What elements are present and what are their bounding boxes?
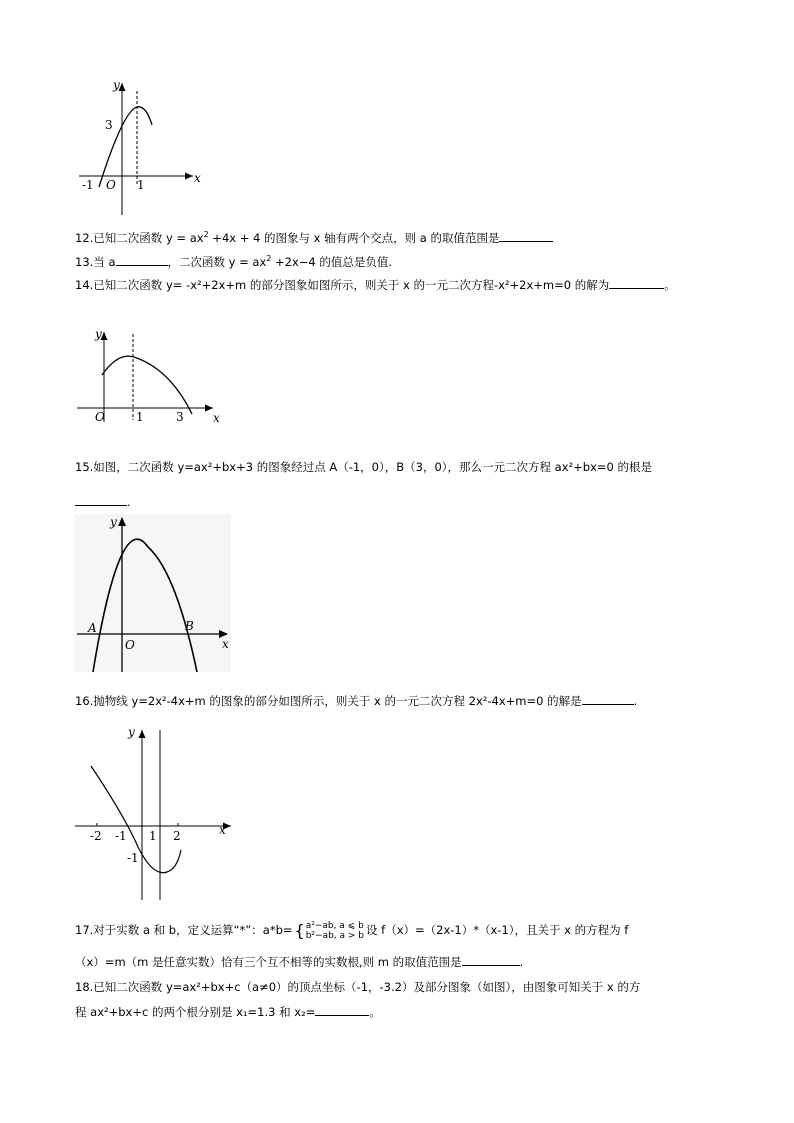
q17-piecewise	[295, 921, 365, 941]
q14-answer-blank[interactable]	[609, 277, 664, 289]
point-b-label: B	[185, 619, 194, 633]
q16-answer-blank[interactable]	[582, 693, 634, 705]
q15-answer-blank[interactable]	[75, 494, 127, 506]
q17-case-1: a²−ab, a ⩽ b	[305, 920, 364, 931]
question-12	[75, 228, 553, 245]
q18-end: 。	[369, 1005, 381, 1019]
question-14	[75, 277, 676, 292]
tick-neg1: -1	[115, 829, 127, 843]
q18-text: 18.已知二次函数 y=ax²+bx+c（a≠0）的顶点坐标（-1，-3.2）及部分图象（如图），由图象可知关于 x 的方	[75, 980, 641, 994]
graph-background	[75, 514, 231, 672]
q12-exponent: 2	[203, 230, 209, 239]
q17-text-post: 设 f（x）=（2x-1）*（x-1），且关于 x 的方程为 f	[366, 923, 629, 937]
q13-text-post: +2x−4 的值总是负值.	[271, 254, 393, 269]
tick-3: 3	[105, 118, 113, 132]
origin-label: O	[125, 638, 135, 652]
q17-case-2: b²−ab, a > b	[305, 930, 364, 941]
q17-text: 17.对于实数 a 和 b，定义运算“*”：a*b=	[75, 923, 293, 937]
tick-2: 2	[173, 829, 181, 843]
graph-q16	[75, 722, 235, 902]
x-axis-arrow	[205, 405, 213, 412]
q18-text-line2: 程 ax²+bx+c 的两个根分别是 x₁=1.3 和 x₂=	[75, 1005, 316, 1019]
q12-text-post: +4x + 4 的图象与 x 轴有两个交点，则 a 的取值范围是	[208, 230, 500, 245]
q18-answer-blank[interactable]	[315, 1004, 369, 1016]
q16-text: 16.抛物线 y=2x²-4x+m 的图象的部分如图所示，则关于 x 的一元二次方程 2x²-4x+m=0 的解是	[75, 694, 582, 708]
q16-end: .	[633, 694, 638, 708]
point-a-label: A	[88, 621, 97, 635]
x-axis-label: x	[213, 411, 220, 425]
graph-q14-svg	[75, 322, 225, 432]
question-15	[75, 460, 652, 474]
graph-q11	[75, 75, 215, 220]
y-axis-label: y	[113, 78, 120, 92]
graph-q16-svg	[75, 722, 235, 902]
origin-label: O	[106, 178, 116, 192]
graph-q11-svg	[75, 75, 215, 220]
question-17-line2	[75, 954, 523, 969]
q14-end: 。	[664, 278, 676, 292]
y-axis-arrow	[139, 730, 146, 738]
tick-neg1: -1	[82, 178, 94, 192]
q17-cases	[306, 921, 364, 941]
question-17	[75, 918, 628, 942]
q14-text: 14.已知二次函数 y= -x²+2x+m 的部分图象如图所示，则关于 x 的一元二次方程-x²+2x+m=0 的解为	[75, 278, 610, 292]
q15-end: .	[127, 495, 131, 509]
q12-answer-blank[interactable]	[499, 230, 553, 242]
x-axis-arrow	[185, 173, 193, 180]
question-18-line2	[75, 1004, 381, 1019]
parabola-curve	[102, 356, 192, 414]
y-axis-label: y	[128, 725, 135, 739]
x-axis-label: x	[222, 637, 229, 651]
tick-1: 1	[149, 829, 157, 843]
question-18	[75, 980, 640, 994]
q17-brace: {	[294, 920, 305, 940]
question-13	[75, 252, 392, 269]
q13-exponent: 2	[266, 254, 272, 263]
tick-neg1-y: -1	[127, 851, 139, 865]
x-axis-label: x	[194, 171, 201, 185]
tick-3: 3	[176, 410, 184, 424]
q17-answer-blank[interactable]	[462, 954, 520, 966]
q17-text-line2: （x）=m（m 是任意实数）恰有三个互不相等的实数根,则 m 的取值范围是	[75, 955, 462, 969]
graph-q15	[75, 512, 235, 674]
tick-1: 1	[136, 410, 144, 424]
q12-text: 12.已知二次函数 y = ax	[75, 230, 204, 245]
tick-neg2: -2	[90, 829, 102, 843]
question-15-line2	[75, 494, 131, 509]
q13-answer-blank[interactable]	[116, 254, 168, 266]
y-axis-label: y	[110, 515, 117, 529]
tick-1: 1	[137, 178, 145, 192]
q13-text: 13.当 a	[75, 254, 116, 269]
x-axis-label: x	[219, 823, 226, 837]
origin-label: O	[95, 410, 105, 424]
q13-text-mid: ，二次函数 y = ax	[167, 254, 267, 269]
question-16	[75, 693, 637, 708]
graph-q15-svg	[75, 512, 235, 674]
graph-q14	[75, 322, 225, 432]
y-axis-label: y	[95, 327, 102, 341]
q15-text: 15.如图，二次函数 y=ax²+bx+3 的图象经过点 A（-1，0），B（3，0），那么一元二次方程 ax²+bx=0 的根是	[75, 460, 652, 474]
q17-end: .	[519, 955, 524, 969]
